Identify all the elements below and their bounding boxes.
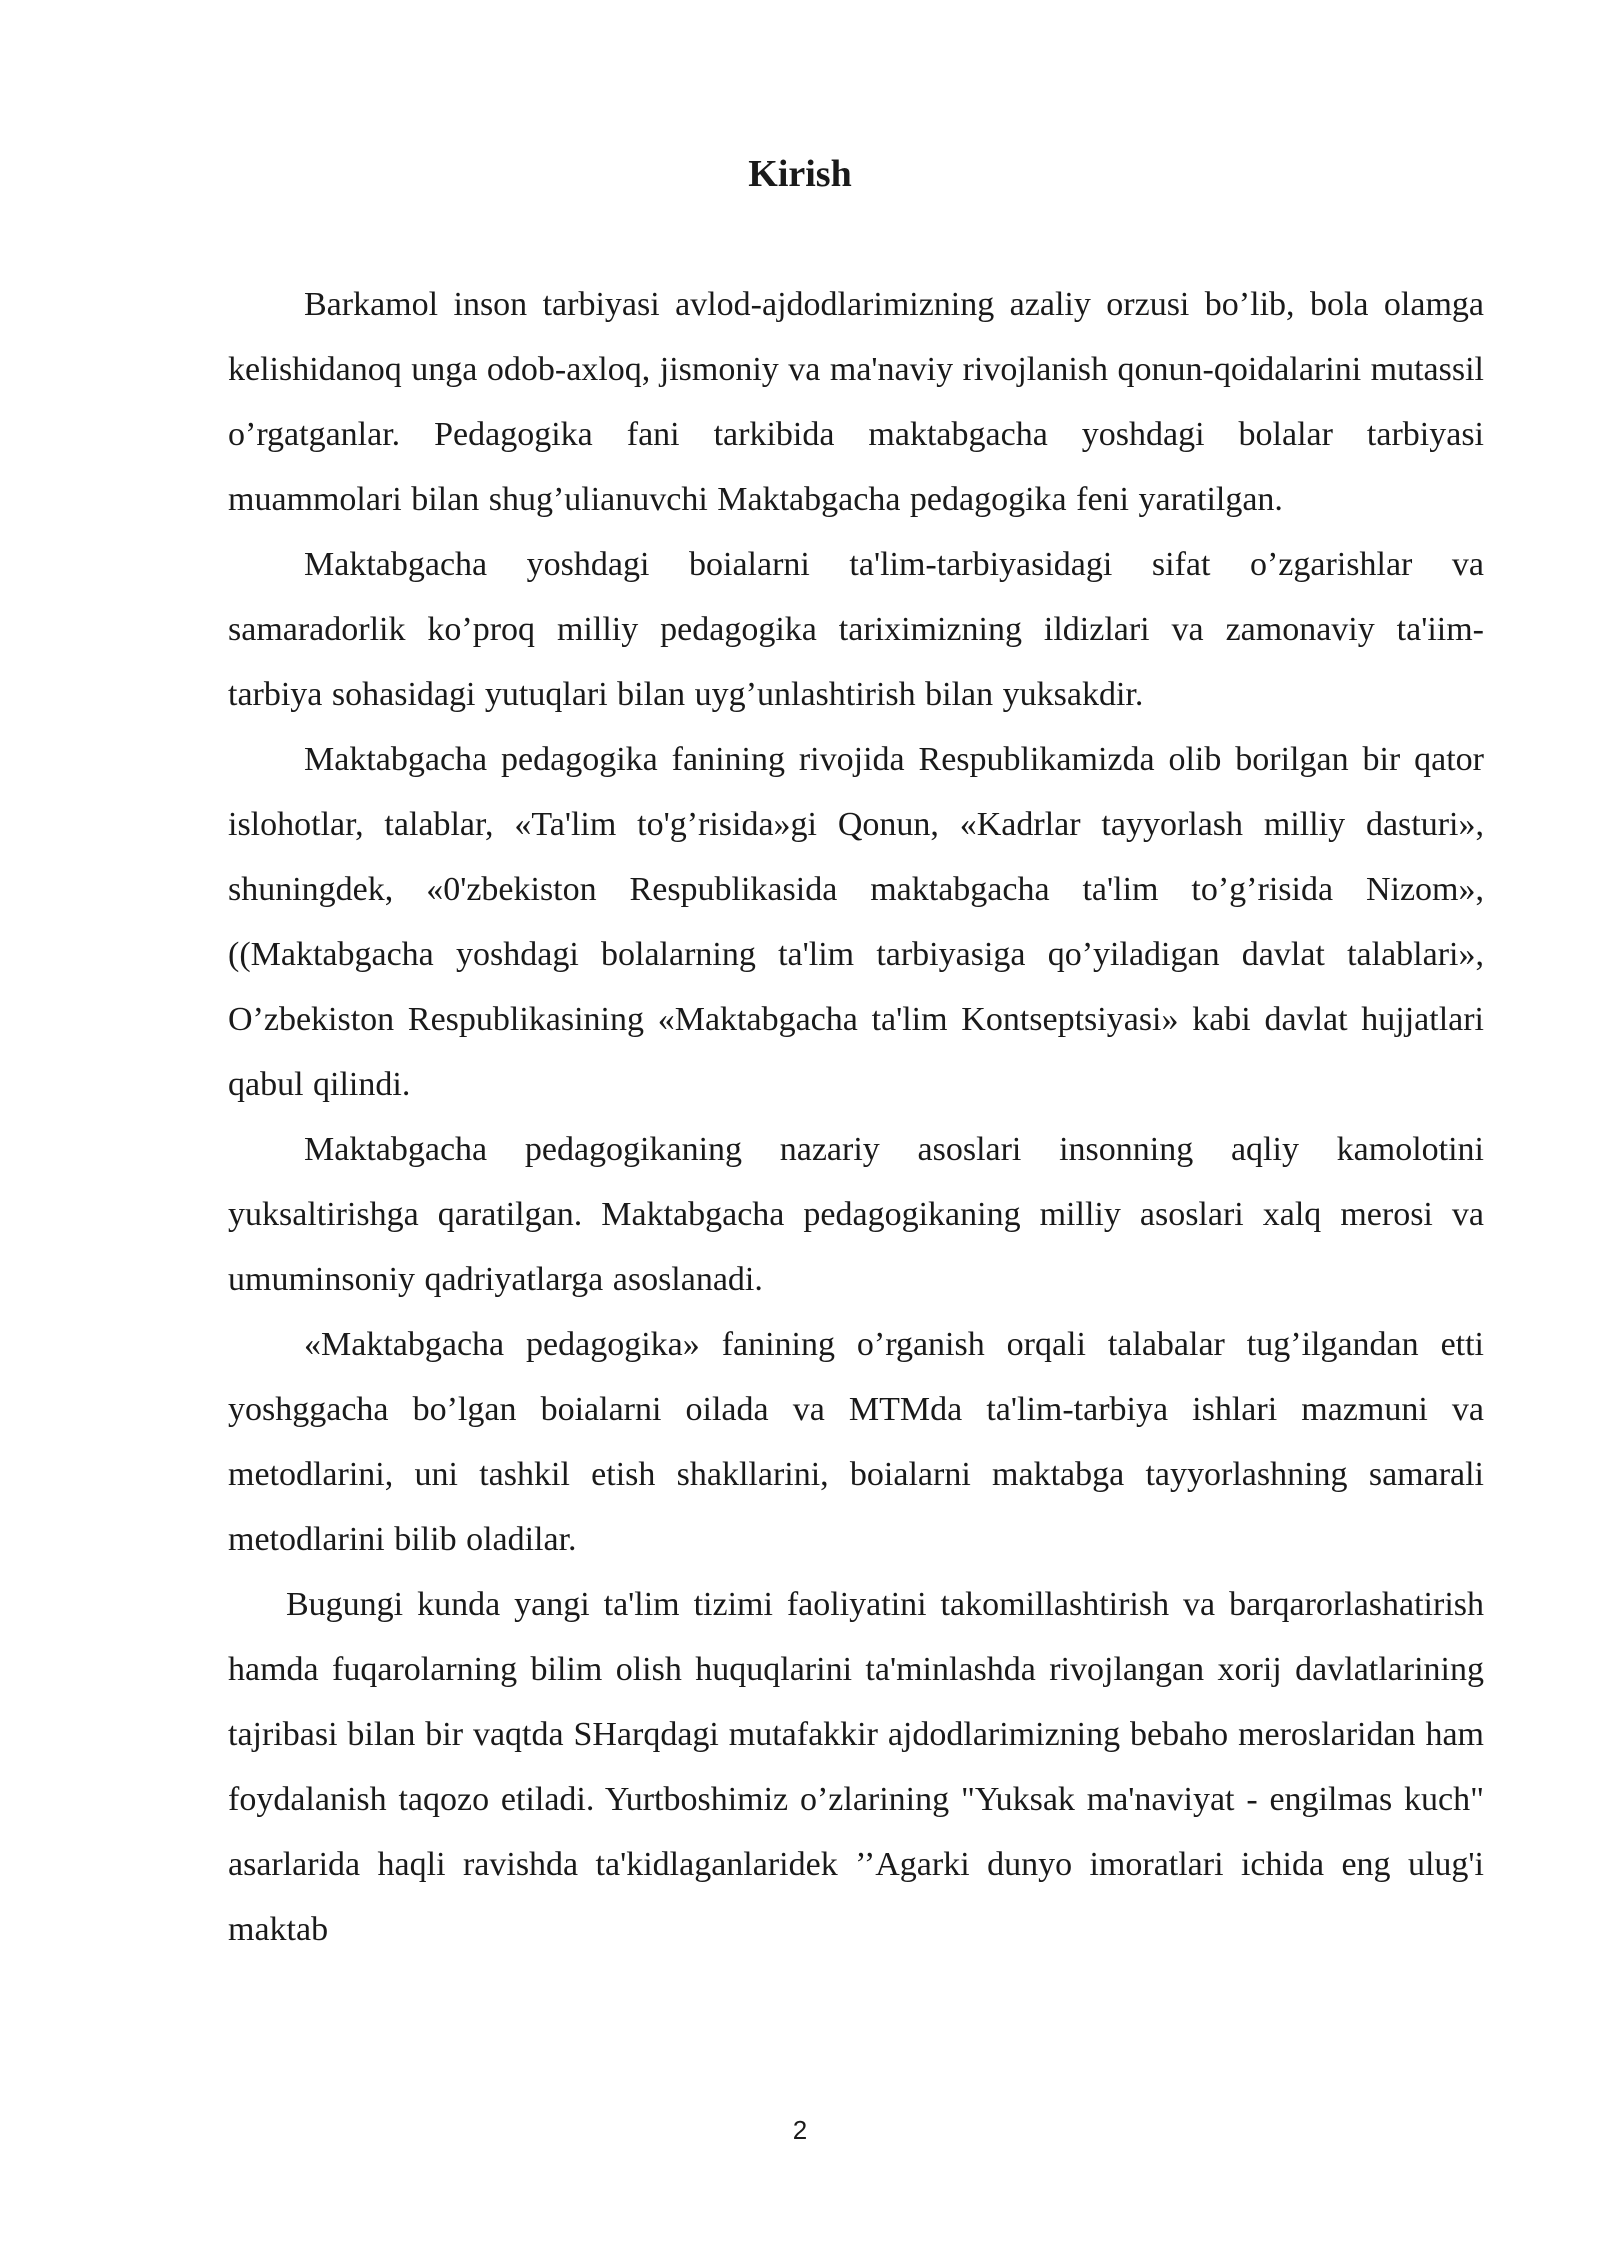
page-number: 2 <box>792 2115 808 2145</box>
document-body <box>228 272 1484 1962</box>
paragraph-5: «Maktabgacha pedagogika» fanining o’rganish orqali talabalar tug’ilgandan etti yoshggacha bo’lgan boialarni oilada va MTMda ta'lim-tarbiya ishlari mazmuni va metodlarini, uni tashkil etish shakllarini, boialarni maktabga tayyorlashning samarali metodlarini bilib oladilar. <box>228 1326 1484 1558</box>
paragraph-2: Maktabgacha yoshdagi boialarni ta'lim-tarbiyasidagi sifat o’zgarishlar va samaradorlik ko’proq milliy pedagogika tariximizning ildizlari va zamonaviy ta'iim- tarbiya sohasidagi yutuqlari bilan uyg’unlashtirish bilan yuksakdir. <box>228 546 1484 713</box>
paragraph-3: Maktabgacha pedagogika fanining rivojida Respublikamizda olib borilgan bir qator islohotlar, talablar, «Ta'lim to'g’risida»gi Qonun, «Kadrlar tayyorlash milliy dasturi», shuningdek, «0'zbekiston Respublikasida maktabgacha ta'lim to’g’risida Nizom»,((Maktabgacha yoshdagi bolalarning ta'lim tarbiyasiga qo’yiladigan davlat talablari», O’zbekiston Respublikasining «Maktabgacha ta'lim Kontseptsiyasi» kabi davlat hujjatlari qabul qilindi. <box>228 741 1484 1103</box>
paragraph-1: Barkamol inson tarbiyasi avlod-ajdodlarimizning azaliy orzusi bo’lib, bola olamga kelishidanoq unga odob-axloq, jismoniy va ma'naviy rivojlanish qonun-qoidalarini mutassil o’rgatganlar. Pedagogika fani tarkibida maktabgacha yoshdagi bolalar tarbiyasi muammolari bilan shug’ulianuvchi Maktabgacha pedagogika feni yaratilgan. <box>228 286 1484 518</box>
paragraph-6: Bugungi kunda yangi ta'lim tizimi faoliyatini takomillashtirish va barqarorlashatirish hamda fuqarolarning bilim olish huquqlarini ta'minlashda rivojlangan xorij davlatlarining tajribasi bilan bir vaqtda SHarqdagi mutafakkir ajdodlarimizning bebaho meroslaridan ham foydalanish taqozo etiladi. Yurtboshimiz o’zlarining "Yuksak ma'naviyat - engilmas kuch" asarlarida haqli ravishda ta'kidlaganlaridek ’’Agarki dunyo imoratlari ichida eng ulug'i maktab <box>228 1586 1484 1948</box>
page-title: Kirish <box>748 153 852 195</box>
paragraph-4: Maktabgacha pedagogikaning nazariy asoslari insonning aqliy kamolotini yuksaltirishga qaratilgan. Maktabgacha pedagogikaning milliy asoslari xalq merosi va umuminsoniy qadriyatlarga asoslanadi. <box>228 1131 1484 1298</box>
